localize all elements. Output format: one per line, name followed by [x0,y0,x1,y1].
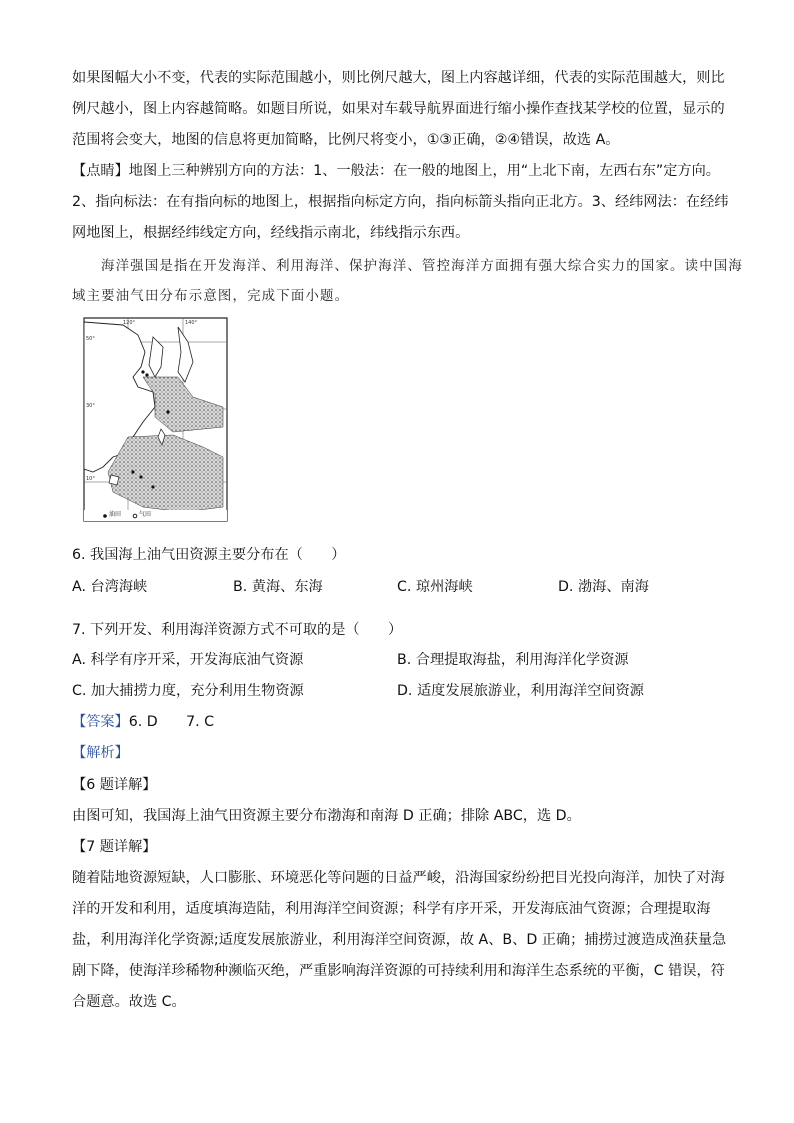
option-c: C. 加大捕捞力度，充分利用生物资源 [72,683,304,699]
dianjing-title: 【点睛】 [72,163,129,179]
text-line: 合题意。故选 C。 [72,994,186,1010]
option-c: C. 琼州海峡 [397,579,473,595]
answer-line [72,712,214,732]
text-line: 随着陆地资源短缺，人口膨胀、环境恶化等问题的日益严峻，沿海国家纷纷把目光投向海洋，加快了对海 [72,870,725,886]
text-line: 范围将会变大，地图的信息将更加简略，比例尺将变小，①③正确，②④错误，故选 A。 [72,132,620,148]
text-line: 2、指向标法：在有指向标的地图上，根据指向标定方向，指向标箭头指向正北方。3、经纬网法：在经纬 [72,194,729,210]
material-line: 域主要油气田分布示意图，完成下面小题。 [72,289,350,304]
text-line: 网地图上，根据经纬线定方向，经线指示南北，纬线指示东西。 [72,225,470,241]
q6-detail-title: 【6 题详解】 [72,777,157,793]
dianjing-line [72,161,720,181]
question-stem: 6. 我国海上油气田资源主要分布在（ ） [72,547,346,563]
svg-text:140°: 140° [185,320,198,326]
option-a: A. 科学有序开采，开发海底油气资源 [72,652,304,668]
svg-text:120°: 120° [123,320,136,326]
option-d: D. 适度发展旅游业，利用海洋空间资源 [397,683,644,699]
text-line: 如果图幅大小不变，代表的实际范围越小，则比例尺越大，图上内容越详细，代表的实际范围越大，则比 [72,70,725,86]
text-line: 剧下降，使海洋珍稀物种濒临灭绝，严重影响海洋资源的可持续利用和海洋生态系统的平衡，C 错误，符 [72,963,725,979]
option-d: D. 渤海、南海 [558,579,649,595]
q6-detail-text: 由图可知，我国海上油气田资源主要分布渤海和南海 D 正确；排除 ABC，选 D。 [72,808,581,824]
q7-detail-title: 【7 题详解】 [72,839,157,855]
svg-text:10°: 10° [86,476,95,482]
option-b: B. 黄海、东海 [233,579,323,595]
svg-text:30°: 30° [86,403,95,409]
svg-text:50°: 50° [86,336,95,342]
text-line: 洋的开发和利用，适度填海造陆，利用海洋空间资源；科学有序开采，开发海底油气资源；合理提取海 [72,901,711,917]
option-a: A. 台湾海峡 [72,579,148,595]
material-line: 海洋强国是指在开发海洋、利用海洋、保护海洋、管控海洋方面拥有强大综合实力的国家。读中国海 [101,259,743,274]
option-b: B. 合理提取海盐，利用海洋化学资源 [397,652,629,668]
text-line: 盐，利用海洋化学资源;适度发展旅游业，利用海洋空间资源，故 A、B、D 正确；捕捞过渡造成渔获量急 [72,932,727,948]
legend-oil-label: 油田 [109,511,122,518]
dianjing-text: 地图上三种辨别方向的方法：1、一般法：在一般的地图上，用“上北下南，左西右东”定方向。 [128,163,720,179]
answer-text: 6. D 7. C [128,714,215,730]
answer-title: 【答案】 [72,714,129,730]
analysis-title: 【解析】 [72,745,129,761]
china-sea-map [83,317,228,522]
legend-gas-label: 气田 [139,511,152,518]
text-line: 例尺越小，图上内容越简略。如题目所说，如果对车载导航界面进行缩小操作查找某学校的位置，显示的 [72,101,725,117]
oil-gas-map-figure [83,317,228,522]
question-stem: 7. 下列开发、利用海洋资源方式不可取的是（ ） [72,622,403,638]
